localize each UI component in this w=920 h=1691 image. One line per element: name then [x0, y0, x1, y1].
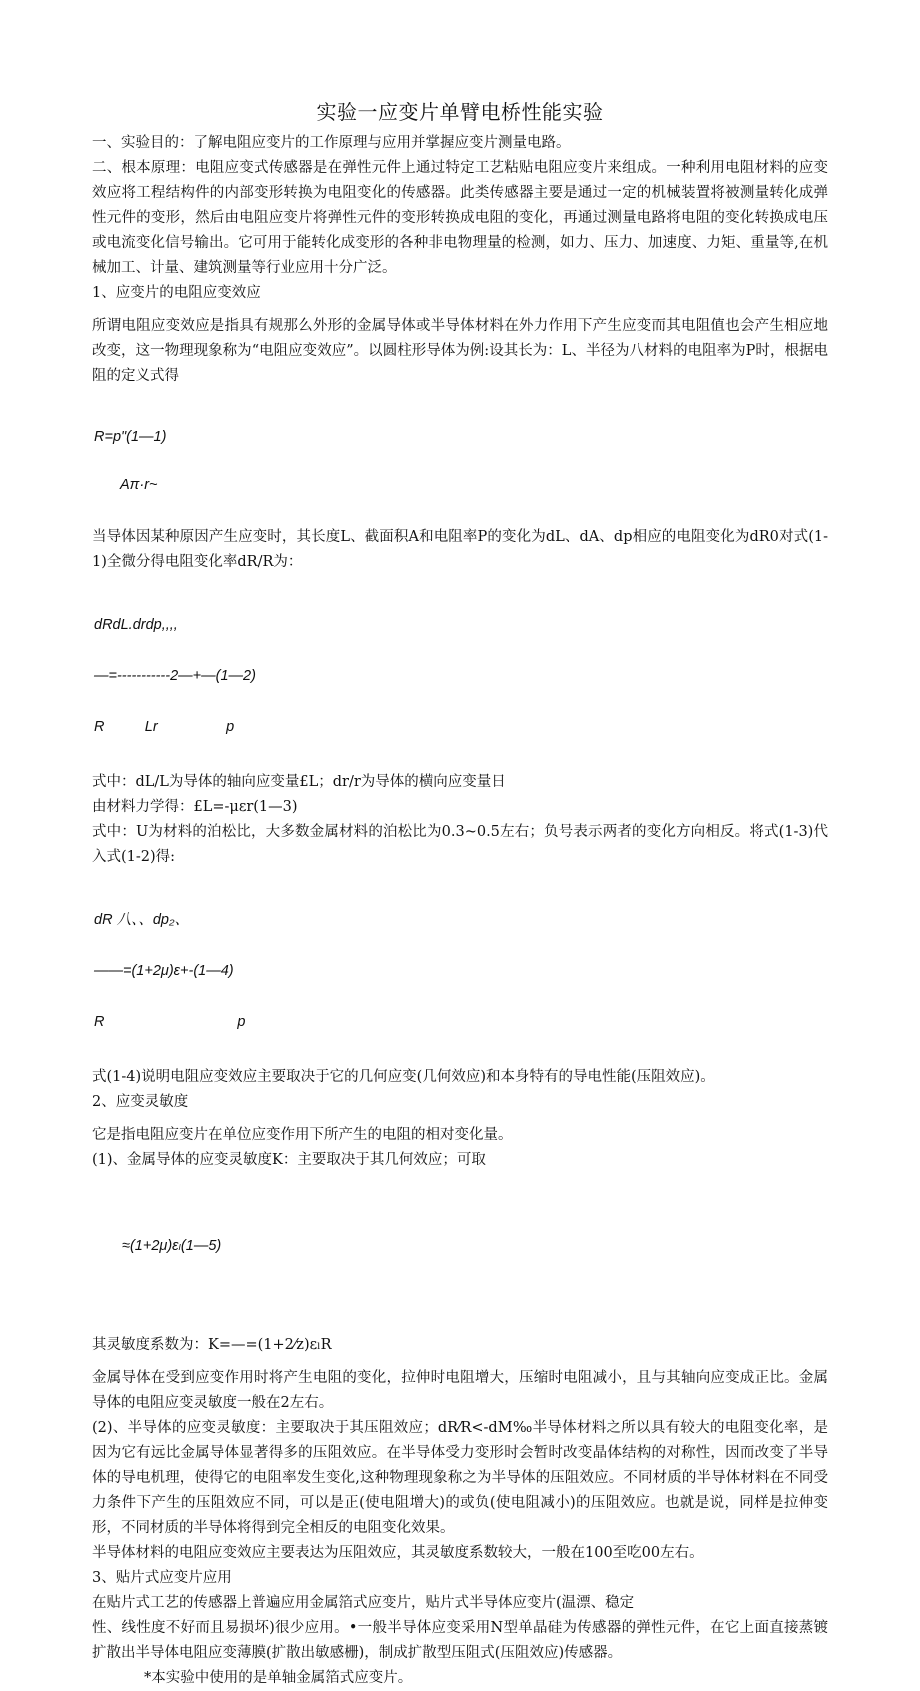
section3-heading: 3、贴片式应变片应用 [92, 1570, 232, 1586]
spacer [92, 389, 828, 397]
sensitivity-formula: 其灵敏度系数为：K=—=(1+2⁄z)εₗR [92, 1337, 332, 1353]
section1-heading: 1、应变片的电阻应变效应 [92, 285, 261, 301]
spacer [92, 870, 828, 878]
section2-heading: 2、应变灵敏度 [92, 1094, 189, 1110]
section1-text: 所谓电阻应变效应是指具有规那么外形的金属导体或半导体材料在外力作用下产生应变而其电阻值也会产生相应地改变，这一物理现象称为“电阻应变效应”。以圆柱形导体为例:设其长为：L、半径为八材料的电阻率为P时，根据电阻的定义式得 [92, 318, 828, 384]
formula-2-line2: —=-----------2—+—(1—2) [94, 668, 256, 684]
formula-3 [92, 878, 828, 1065]
spacer [92, 1358, 828, 1366]
formula-1-line2: Aπ·r~ [120, 477, 158, 493]
formula-2-line1: dRdL.drdp,,,, [94, 617, 178, 633]
spacer [92, 1311, 828, 1333]
semi-text2: 半导体材料的电阻应变效应主要表达为压阻效应，其灵敏度系数较大，一般在100至吃00左右。 [92, 1545, 704, 1561]
section1-text2: 当导体因某种原因产生应变时，其长度L、截面积A和电阻率P的变化为dL、dA、dp相应的电阻变化为dR0对式(1-1)全微分得电阻变化率dR/R为： [92, 529, 828, 570]
where-1: 式中：dL/L为导体的轴向应变量£L；dr/r为导体的横向应变量日 [92, 774, 506, 790]
conclusion-1: 式(1-4)说明电阻应变效应主要取决于它的几何应变(几何效应)和本身特有的导电性能(压阻效应)。 [92, 1069, 715, 1085]
mechanics-formula: 由材料力学得：£L=-μεr(1—3) [92, 799, 298, 815]
spacer [92, 1173, 828, 1181]
section3-line1: 在贴片式工艺的传感器上普遍应用金属箔式应变片，贴片式半导体应变片(温漂、稳定 [92, 1595, 635, 1611]
semi-text: (2)、半导体的应变灵敏度：主要取决于其压阻效应；dR⁄R<-dM‰半导体材料之所以具有较大的电阻变化率，是因为它有远比金属导体显著得多的压阻效应。在半导体受力变形时会暂时改变晶体结构的对称性，因而改变了半导体的导电机理，使得它的电阻率发生变化,这种物理现象称之为半导体的压阻效应。不同材质的半导体材料在不同受力条件下产生的压阻效应不同，可以是正(使电阻增大)的或负(使电阻减小)的压阻效应。也就是说，同样是拉伸变形，不同材质的半导体将得到完全相反的电阻变化效果。 [92, 1420, 828, 1536]
formula-2-line3: R Lr p [94, 719, 235, 735]
formula-1 [92, 397, 828, 525]
document-page [92, 96, 828, 1691]
principle-paragraph: 二、根本原理：电阻应变式传感器是在弹性元件上通过特定工艺粘贴电阻应变片来组成。一种利用电阻材料的应变效应将工程结构件的内部变形转换为电阻变化的传感器。此类传感器主要是通过一定的机械装置将被测量转化成弹性元件的变形，然后由电阻应变片将弹性元件的变形转换成电阻的变化，再通过测量电路将电阻的变化转换成电压或电流变化信号输出。它可用于能转化成变形的各种非电物理量的检测，如力、压力、加速度、力矩、重量等,在机械加工、计量、建筑测量等行业应用十分广泛。 [92, 160, 828, 276]
purpose-paragraph: 一、实验目的：了解电阻应变片的工作原理与应用并掌握应变片测量电路。 [92, 135, 571, 151]
spacer [92, 1115, 828, 1123]
formula-3-line2: ——=(1+2μ)ε+-(1—4) [94, 963, 234, 979]
formula-1-line1: R=p"(1—1) [94, 429, 167, 445]
formula-3-line3: R p [94, 1014, 246, 1030]
section2-text: 它是指电阻应变片在单位应变作用下所产生的电阻的相对变化量。 [92, 1127, 513, 1143]
where-2: 式中：U为材料的泊松比，大多数金属材料的泊松比为0.3~0.5左右；负号表示两者的变化方向相反。将式(1-3)代入式(1-2)得: [92, 824, 828, 865]
experiment-note: *本实验中使用的是单轴金属箔式应变片。 [144, 1670, 413, 1686]
spacer [92, 575, 828, 583]
metal-text: 金属导体在受到应变作用时将产生电阻的变化，拉伸时电阻增大，压缩时电阻减小，且与其轴向应变成正比。金属导体的电阻应变灵敏度一般在2左右。 [92, 1370, 828, 1411]
page-title: 实验一应变片单臂电桥性能实验 [316, 100, 604, 124]
spacer [92, 306, 828, 314]
formula-3-line1: dR 八、、dp₂、 [94, 912, 189, 928]
formula-4-line: ≈(1+2μ)εₗ(1—5) [122, 1238, 222, 1254]
section3-text: 性、线性度不好而且易损坏)很少应用。•一般半导体应变采用N型单晶硅为传感器的弹性元件，在它上面直接蒸镀扩散出半导体电阻应变薄膜(扩散出敏感栅)，制成扩散型压阻式(压阻效应)传感器。 [92, 1620, 828, 1661]
formula-2 [92, 583, 828, 770]
formula-4 [92, 1181, 828, 1311]
metal-heading: (1)、金属导体的应变灵敏度K：主要取决于其几何效应；可取 [92, 1152, 486, 1168]
